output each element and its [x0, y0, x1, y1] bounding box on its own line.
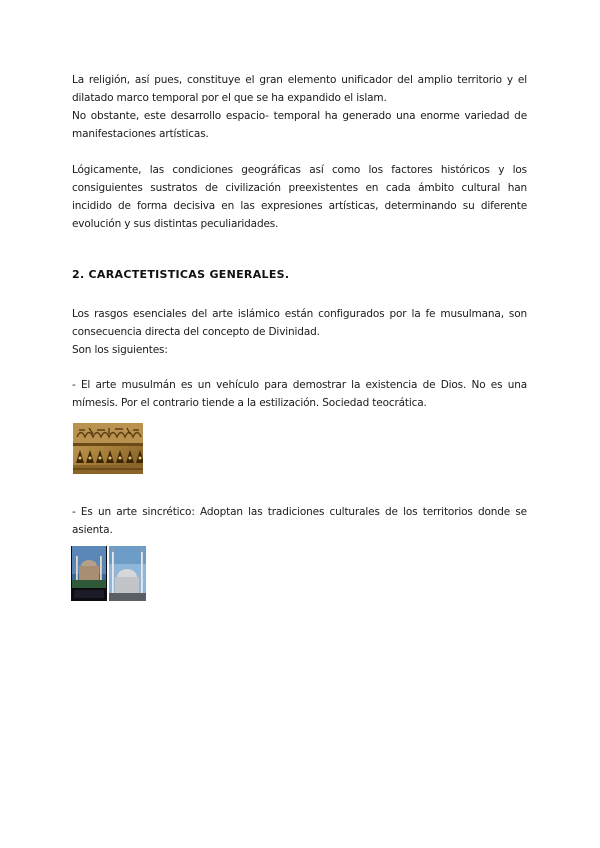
intro-paragraph: No obstante, este desarrollo espacio- temporal ha generado una enorme variedad de manifestaciones artísticas.	[72, 110, 527, 140]
intro-paragraph: La religión, así pues, constituye el gran elemento unificador del amplio territorio y el dilatado marco temporal por el que se ha expandido el islam.	[72, 74, 527, 104]
section-intro-paragraph: Son los siguientes:	[72, 344, 168, 356]
section-intro-paragraph: Los rasgos esenciales del arte islámico están configurados por la fe musulmana, son consecuencia directa del concepto de Divinidad.	[72, 308, 527, 338]
bullet-text: - El arte musulmán es un vehículo para demostrar la existencia de Dios. No es una mímesis. Por el contrario tiende a la estilización. Sociedad teocrática.	[72, 379, 527, 409]
bullet-item	[72, 376, 527, 412]
bullet-text: - Es un arte sincrético: Adoptan las tradiciones culturales de los territorios donde se asienta.	[72, 506, 527, 536]
mosques-photo-image	[71, 546, 146, 601]
intro-block	[72, 71, 527, 143]
bullet-item	[72, 503, 527, 539]
section-heading: 2. CARACTETISTICAS GENERALES.	[72, 268, 290, 281]
arabesque-decoration-image	[73, 423, 143, 474]
paragraph-text: Lógicamente, las condiciones geográficas así como los factores históricos y los consiguientes sustratos de civilización preexistentes en cada ámbito cultural han incidido de forma decisiva en las expresiones artísticas, determinando su diferente evolución y sus distintas peculiaridades.	[72, 164, 527, 230]
section-intro-block	[72, 305, 527, 359]
paragraph-geography	[72, 161, 527, 233]
